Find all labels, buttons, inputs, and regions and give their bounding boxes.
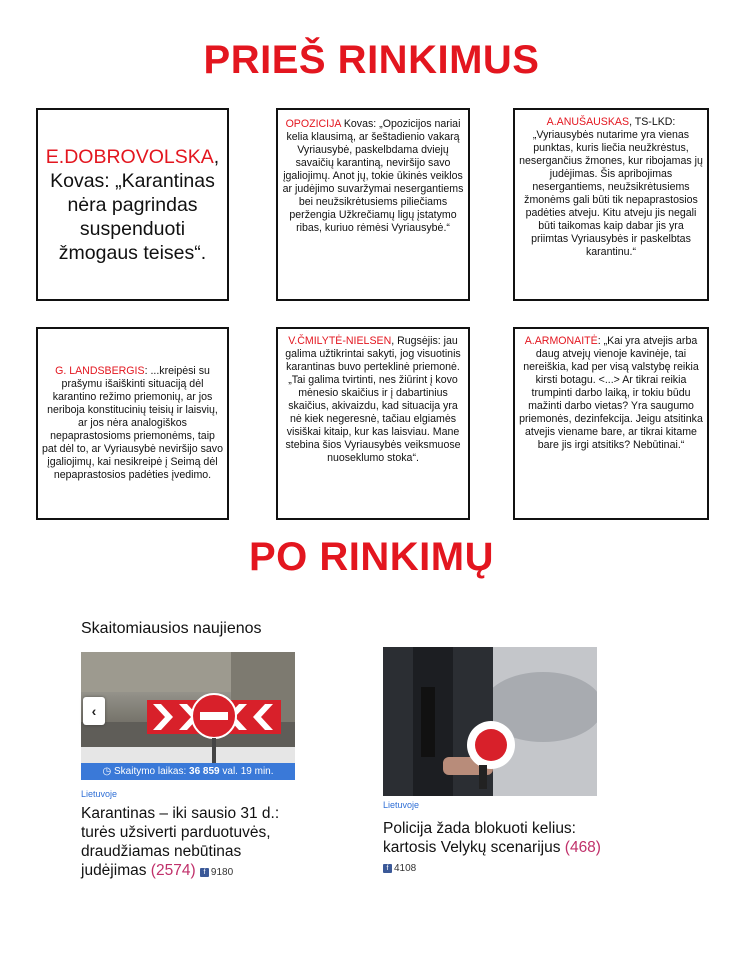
quote-text: : ...kreipėsi su prašymu išaiškinti situaciją dėl karantino režimo priemonių, ar jos neriboja konstitucinių teisių ir laisvių, ar jos nėra analogiškos nepaprastosioms priemonėms, taip pat dėl to, ar Vyriausybė neviršijo savo įgaliojimų, kai nesikreipė į Seimą dėl nepaprastosios padėties įvedimo. (42, 365, 223, 481)
facebook-count: 9180 (210, 867, 234, 878)
police-illustration (383, 647, 597, 796)
facebook-share[interactable] (383, 859, 416, 878)
quote-text: , Rugsėjis: jau galima užtikrintai sakyti, jog visuotinis karantinas buvo perteklinė priemonė. „Tai galima tvirtinti, nes žiūrint į kovo mėnesio skaičius ir į dabartinius skaičius, akivaizdu, kad situacija yra nė kiek negeresnė, tačiau elgiamės visiškai kitaip, kur kas laisviau. Mane stebina šios Vyriausybės veiksmuose nuoseklumo stoka“. (285, 335, 461, 464)
facebook-icon: f (200, 868, 209, 877)
quote-author: A.ARMONAITĖ (524, 335, 598, 347)
comment-count[interactable]: (468) (564, 839, 601, 856)
quote-box-landsbergis (36, 327, 229, 520)
article-category[interactable]: Lietuvoje (81, 789, 118, 799)
quote-box-anusauskas (513, 108, 709, 301)
chevron-left-icon: ‹ (91, 703, 97, 719)
reading-time-value: 36 859 (189, 766, 220, 777)
quote-author: E.DOBROVOLSKA (45, 145, 214, 168)
quote-text: , Kovas: „Karantinas nėra pagrindas suspenduoti žmogaus teises“. (50, 145, 220, 264)
article-title-text: Policija žada blokuoti kelius: kartosis Velykų scenarijus (383, 820, 576, 856)
quote-text: Kovas: „Opozicijos nariai kelia klausimą, ar šeštadienio vakarą Vyriausybė, paskelbdama dviejų savaičių karantiną, neviršijo savo įgaliojimų. Anot jų, tokie ūkinės veiklos ar judėjimo suvaržymai nesergantiems bei neužsikrėtusiems piliečiams peržengia Užkrečiamų ligų įstatymo ribas, kuriuo rėmėsi Vyriausybė.“ (282, 118, 464, 234)
article-image-roadblock[interactable] (81, 652, 295, 780)
quote-box-armonaite (513, 327, 709, 520)
quote-author: OPOZICIJA (285, 118, 341, 130)
reading-time-unit: val. 19 min. (222, 766, 274, 777)
news-section-title: Skaitomiausios naujienos (81, 620, 262, 637)
article-title-text: Karantinas – iki sausio 31 d.: turės užsiverti parduotuvės, draudžiamas nebūtinas judėjimas (81, 805, 280, 879)
quote-author: V.ČMILYTĖ-NIELSEN (288, 335, 392, 347)
comment-count[interactable]: (2574) (150, 862, 196, 879)
clock-icon: ◷ (102, 766, 112, 777)
article-image-police[interactable] (383, 647, 597, 796)
quote-box-dobrovolska (36, 108, 229, 301)
quote-author: A.ANUŠAUSKAS (546, 116, 630, 128)
page-title-after: PO RINKIMŲ (249, 535, 494, 579)
facebook-count: 4108 (394, 863, 417, 874)
quote-box-cmilyte (276, 327, 470, 520)
quote-text: , TS-LKD: „Vyriausybės nutarime yra vienas punktas, kuris liečia neužkrėstus, nesergančius žmones, kur ribojamas jų judėjimas. Šis apribojimas nesergantiems, neužsikrėtusiems žmonėms gali būti tik nepaprastosios padėties atveju. Kitu atveju jis negali būti taikomas kaip dabar jis yra priimtas Vyriausybės ir paskelbtas karantinu.“ (519, 116, 703, 258)
carousel-prev-button[interactable] (83, 697, 105, 725)
quote-author: G. LANDSBERGIS (55, 365, 145, 377)
reading-time-label: Skaitymo laikas: (113, 766, 187, 777)
article-title-link[interactable] (383, 819, 623, 878)
page-title-before: PRIEŠ RINKIMUS (203, 38, 540, 82)
article-title-link[interactable] (81, 804, 296, 882)
facebook-icon: f (383, 864, 392, 873)
roadblock-illustration (81, 652, 295, 780)
quote-box-opozicija (276, 108, 470, 301)
facebook-share[interactable] (200, 863, 233, 882)
article-category[interactable]: Lietuvoje (383, 800, 420, 810)
quote-text: : „Kai yra atvejis arba daug atvejų vienoje kavinėje, tai nereiškia, kad per visą valstybę reikia kirsti botagu. <...> Ar tikrai reikia trumpinti darbo laiką, ir tokiu būdu mažinti darbo vietas? Yra saugumo priemonės, dezinfekcija. Jeigu atsitinka atvejis viename bare, ar tikrai kitame bare jis irgi atsitiks? Nebūtinai.“ (519, 335, 703, 451)
reading-time-bar (81, 763, 295, 780)
